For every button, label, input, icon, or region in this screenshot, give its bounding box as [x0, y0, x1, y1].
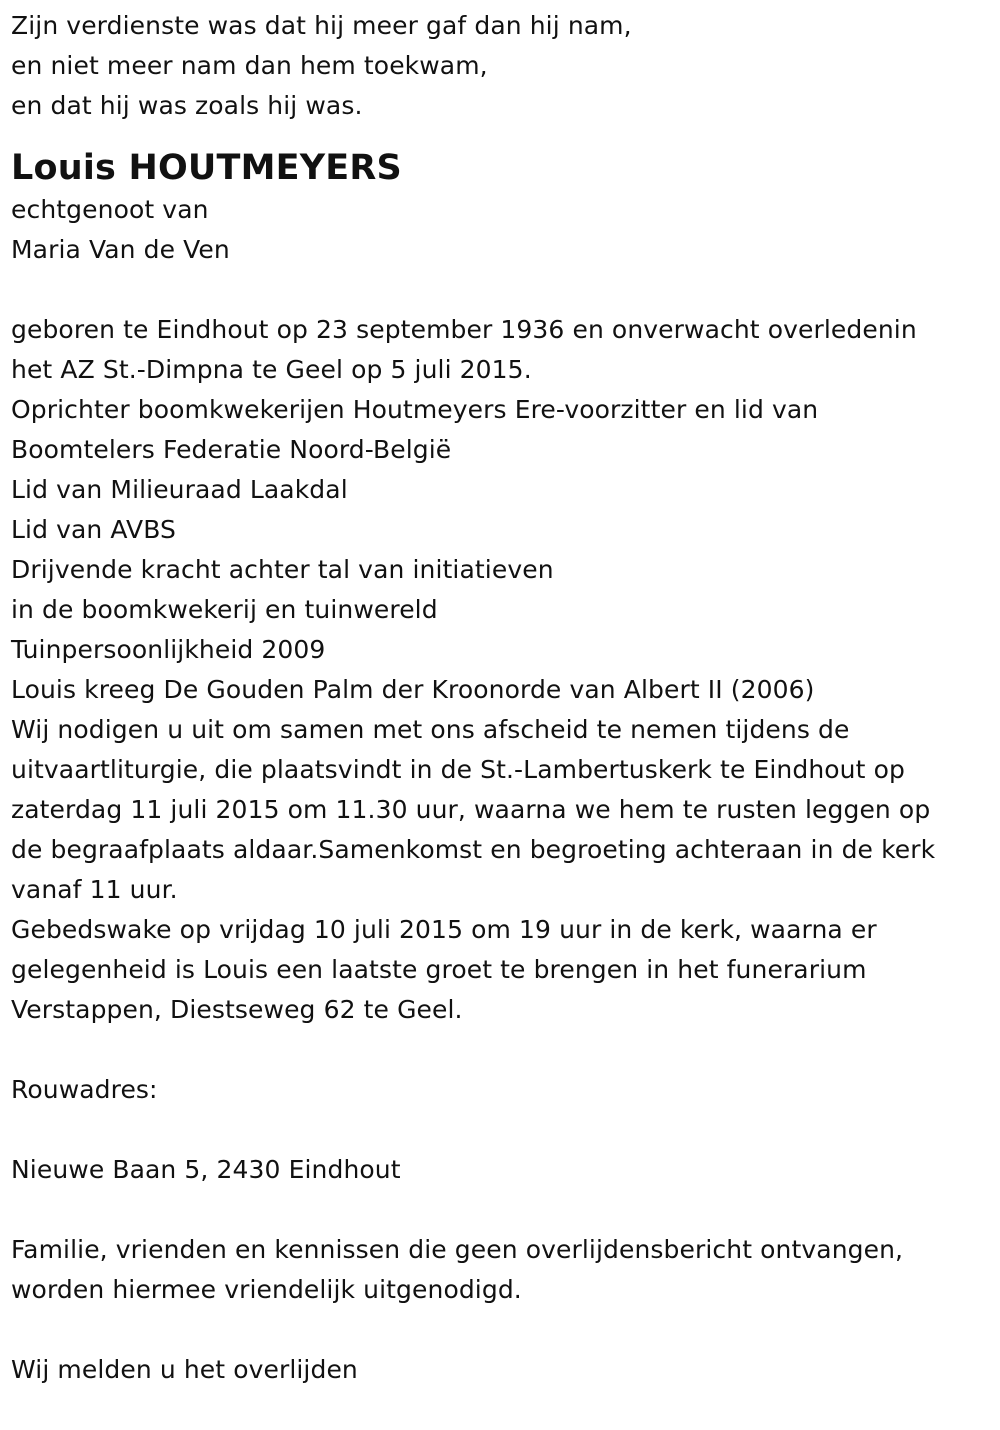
- body-line: Drijvende kracht achter tal van initiatieven: [11, 555, 554, 584]
- deceased-name: Louis HOUTMEYERS: [11, 148, 402, 188]
- spacer: [11, 270, 996, 310]
- invitation: [11, 1230, 996, 1310]
- spouse-name: Maria Van de Ven: [11, 235, 230, 264]
- body-line: geboren te Eindhout op 23 september 1936 en onverwacht overledenin: [11, 315, 917, 344]
- body-line: zaterdag 11 juli 2015 om 11.30 uur, waarna we hem te rusten leggen op: [11, 795, 931, 824]
- motto-line: en dat hij was zoals hij was.: [11, 91, 363, 120]
- body-line: Lid van AVBS: [11, 515, 176, 544]
- spacer: [11, 1030, 996, 1070]
- body-line: Boomtelers Federatie Noord-België: [11, 435, 452, 464]
- body-line: Wij nodigen u uit om samen met ons afscheid te nemen tijdens de: [11, 715, 850, 744]
- body-line: Oprichter boomkwekerijen Houtmeyers Ere-voorzitter en lid van: [11, 395, 819, 424]
- body-line: Lid van Milieuraad Laakdal: [11, 475, 348, 504]
- motto: [11, 6, 996, 126]
- body-line: de begraafplaats aldaar.Samenkomst en begroeting achteraan in de kerk: [11, 835, 936, 864]
- spacer: [11, 1110, 996, 1150]
- body-line: gelegenheid is Louis een laatste groet te brengen in het funerarium: [11, 955, 867, 984]
- body-line: het AZ St.-Dimpna te Geel op 5 juli 2015.: [11, 355, 532, 384]
- address-label: Rouwadres:: [11, 1075, 158, 1104]
- body-line: in de boomkwekerij en tuinwereld: [11, 595, 438, 624]
- obituary-notice: [11, 6, 996, 1390]
- motto-line: Zijn verdienste was dat hij meer gaf dan hij nam,: [11, 11, 632, 40]
- body-line: vanaf 11 uur.: [11, 875, 178, 904]
- spacer: [11, 1310, 996, 1350]
- relation-text: echtgenoot van: [11, 195, 209, 224]
- body-line: Tuinpersoonlijkheid 2009: [11, 635, 326, 664]
- invitation-line: Familie, vrienden en kennissen die geen overlijdensbericht ontvangen,: [11, 1235, 904, 1264]
- body-line: Louis kreeg De Gouden Palm der Kroonorde van Albert II (2006): [11, 675, 815, 704]
- motto-line: en niet meer nam dan hem toekwam,: [11, 51, 488, 80]
- body-line: Verstappen, Diestseweg 62 te Geel.: [11, 995, 463, 1024]
- address-value: Nieuwe Baan 5, 2430 Eindhout: [11, 1155, 401, 1184]
- obituary-body: [11, 310, 996, 1030]
- closing-line: Wij melden u het overlijden: [11, 1355, 358, 1384]
- spacer: [11, 1190, 996, 1230]
- body-line: Gebedswake op vrijdag 10 juli 2015 om 19 uur in de kerk, waarna er: [11, 915, 877, 944]
- body-line: uitvaartliturgie, die plaatsvindt in de St.-Lambertuskerk te Eindhout op: [11, 755, 905, 784]
- invitation-line: worden hiermee vriendelijk uitgenodigd.: [11, 1275, 522, 1304]
